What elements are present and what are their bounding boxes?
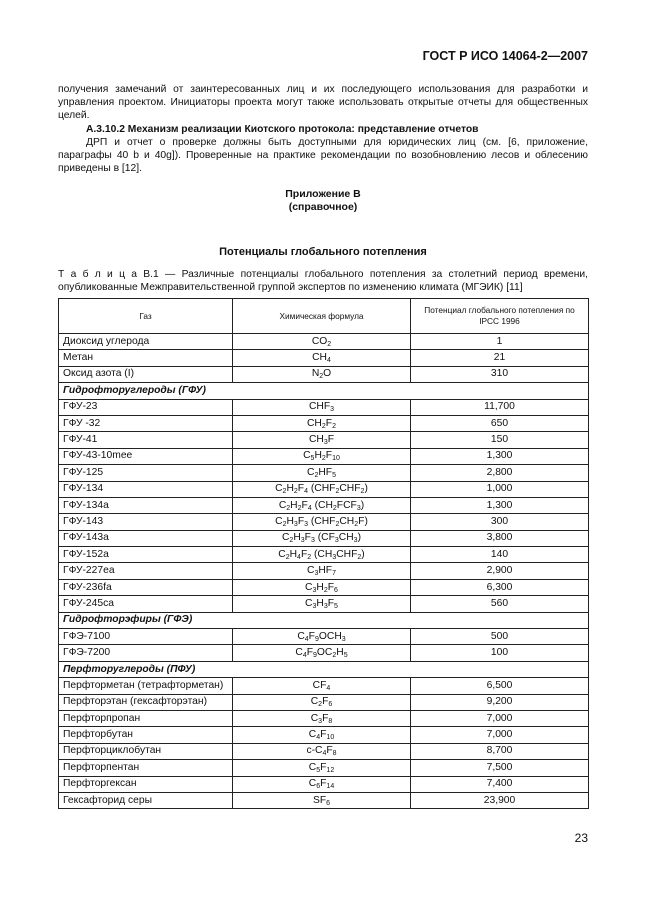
group-label: Перфторуглероды (ПФУ) [59,661,589,677]
cell-formula: $CH_2F_2$ [233,415,411,431]
table-row [59,530,589,546]
cell-gwp: 21 [411,350,589,366]
table-row [59,350,589,366]
cell-formula: $CO_2$ [233,334,411,350]
cell-gwp: 1,000 [411,481,589,497]
cell-gas: ГФУ -32 [59,415,233,431]
table-header-row [59,299,589,334]
table-row [59,497,589,513]
cell-formula: $C_2HF_5$ [233,465,411,481]
cell-gwp: 6,500 [411,678,589,694]
cell-gwp: 140 [411,547,589,563]
table-row [59,448,589,464]
cell-gas: ГФУ-143 [59,514,233,530]
group-label: Гидрофторуглероды (ГФУ) [59,383,589,399]
cell-gas: Гексафторид серы [59,792,233,808]
appendix-subtitle: (справочное) [288,201,358,213]
cell-gas: Перфторциклобутан [59,743,233,759]
gwp-table [58,298,589,809]
cell-formula: $C_4F_{10}$ [233,727,411,743]
cell-gas: Перфторпропан [59,710,233,726]
cell-gas: ГФУ-227ea [59,563,233,579]
cell-gas: ГФУ-23 [59,399,233,415]
table-row [59,678,589,694]
cell-gas: Оксид азота (I) [59,366,233,382]
cell-gas: ГФУ-41 [59,432,233,448]
table-row [59,415,589,431]
table-row [59,579,589,595]
table-row [59,481,589,497]
cell-gas: ГФЭ-7200 [59,645,233,661]
cell-gwp: 310 [411,366,589,382]
header-gas: Газ [59,299,233,334]
table-body [59,334,589,809]
cell-gwp: 7,000 [411,727,589,743]
cell-gwp: 8,700 [411,743,589,759]
paragraph-kyoto: ДРП и отчет о проверке должны быть доступными для юридических лиц (см. [6, приложение, параграфы 40 b и 40g]). Проверенные на практике рекомендации по возобновлению лесов и облесению приведены в [12]. [58,136,588,175]
cell-formula: $CHF_3$ [233,399,411,415]
cell-gas: ГФУ-134a [59,497,233,513]
table-group-row [59,383,589,399]
cell-gwp: 650 [411,415,589,431]
table-group-row [59,661,589,677]
cell-gwp: 1 [411,334,589,350]
cell-gwp: 100 [411,645,589,661]
appendix-title: Приложение В [285,188,361,200]
table-row [59,399,589,415]
cell-gas: Перфторбутан [59,727,233,743]
cell-formula: $C_2H_2F_4$ $(CHF_2CHF_2)$ [233,481,411,497]
cell-formula: $CH_3F$ [233,432,411,448]
cell-gwp: 300 [411,514,589,530]
cell-formula: $C_3HF_7$ [233,563,411,579]
cell-gwp: 2,900 [411,563,589,579]
cell-formula: $CH_4$ [233,350,411,366]
cell-formula: $C_4F_9OC_2H_5$ [233,645,411,661]
body-text [58,83,588,175]
paragraph-continuation: получения замечаний от заинтересованных лиц и их последующего использования для разработки и управления проектом. Инициаторы проекта могут также использовать открытые отчеты для общественных целей. [58,84,588,122]
table-row [59,760,589,776]
page-number: 23 [574,831,588,845]
table-row [59,743,589,759]
table-row [59,694,589,710]
cell-gas: ГФУ-245ca [59,596,233,612]
cell-gwp: 6,300 [411,579,589,595]
cell-formula: $C_5F_{12}$ [233,760,411,776]
cell-gwp: 3,800 [411,530,589,546]
cell-formula: $C_6F_{14}$ [233,776,411,792]
cell-gas: Перфторгексан [59,776,233,792]
cell-gas: ГФУ-152a [59,547,233,563]
table-group-row [59,612,589,628]
cell-gwp: 7,400 [411,776,589,792]
cell-gas: ГФУ-43-10mee [59,448,233,464]
cell-formula: $C_3F_8$ [233,710,411,726]
table-row [59,776,589,792]
cell-formula: $C_2H_3F_3$ $(CHF_2CH_2F)$ [233,514,411,530]
cell-gwp: 500 [411,629,589,645]
cell-gas: Диоксид углерода [59,334,233,350]
cell-gwp: 11,700 [411,399,589,415]
cell-gas: Метан [59,350,233,366]
cell-formula: $C_3H_2F_6$ [233,579,411,595]
cell-formula: $C_2H_2F_4$ $(CH_2FCF_3)$ [233,497,411,513]
table-row [59,563,589,579]
cell-gwp: 1,300 [411,448,589,464]
cell-gas: Перфторэтан (гексафторэтан) [59,694,233,710]
table-row [59,596,589,612]
cell-gas: ГФЭ-7100 [59,629,233,645]
cell-formula: $C_3H_3F_5$ [233,596,411,612]
table-row [59,710,589,726]
table-row [59,432,589,448]
cell-gas: ГФУ-134 [59,481,233,497]
cell-formula: $CF_4$ [233,678,411,694]
cell-formula: $C_2H_3F_3$ $(CF_3CH_3)$ [233,530,411,546]
cell-gwp: 9,200 [411,694,589,710]
cell-gwp: 2,800 [411,465,589,481]
cell-gwp: 150 [411,432,589,448]
cell-gas: Перфторпентан [59,760,233,776]
cell-formula: $C_5H_2F_{10}$ [233,448,411,464]
table-row [59,366,589,382]
table-row [59,334,589,350]
cell-gwp: 23,900 [411,792,589,808]
table-row [59,645,589,661]
table-row [59,629,589,645]
cell-gwp: 1,300 [411,497,589,513]
section-heading: А.3.10.2 Механизм реализации Киотского протокола: представление отчетов [86,123,479,135]
cell-formula: $C_4F_9OCH_3$ [233,629,411,645]
header-gwp: Потенциал глобального потепления по IPCC 1996 [411,299,589,334]
table-row [59,547,589,563]
table-row [59,465,589,481]
cell-gas: Перфторметан (тетрафторметан) [59,678,233,694]
cell-gwp: 7,500 [411,760,589,776]
group-label: Гидрофторэфиры (ГФЭ) [59,612,589,628]
document-header: ГОСТ Р ИСО 14064-2—2007 [422,49,588,63]
header-formula: Химическая формула [233,299,411,334]
table-row [59,792,589,808]
table-row [59,727,589,743]
cell-formula: $SF_6$ [233,792,411,808]
cell-gas: ГФУ-125 [59,465,233,481]
cell-gwp: 7,000 [411,710,589,726]
cell-gwp: 560 [411,596,589,612]
table-row [59,514,589,530]
cell-formula: $c-C_4F_8$ [233,743,411,759]
cell-formula: $N_2O$ [233,366,411,382]
table-caption: Т а б л и ц а В.1 — Различные потенциалы глобального потепления за столетний период времени, опубликованные Межправительственной группой экспертов по изменению климата (МГЭИК) [11] [58,269,588,294]
cell-formula: $C_2H_4F_2$ $(CH_3CHF_2)$ [233,547,411,563]
cell-gas: ГФУ-143a [59,530,233,546]
cell-formula: $C_2F_6$ [233,694,411,710]
cell-gas: ГФУ-236fa [59,579,233,595]
appendix-heading: Потенциалы глобального потепления [219,246,427,258]
